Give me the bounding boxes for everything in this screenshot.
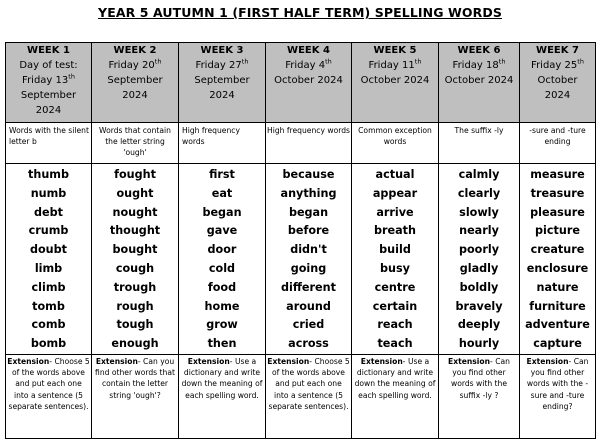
spelling-word: before [287,224,330,238]
week-2-word-list [92,164,179,355]
week-4-header-cell [266,43,352,123]
extension-text: - Choose 5 of the words above and put each one into a sentence (5 separate sentences). [268,356,350,411]
week-3-date-line [179,58,265,73]
spelling-word: picture [535,224,580,238]
word-list [352,164,438,354]
word-list [179,164,265,354]
spelling-word: nature [536,280,579,294]
page-title: YEAR 5 AUTUMN 1 (FIRST HALF TERM) SPELLING WORDS [98,5,502,20]
spelling-word: creature [530,243,585,257]
date-text: Day of test: [19,60,78,71]
date-text: October 2024 [360,75,430,86]
extension-text: - Use a dictionary and write down the meaning of each spelling word. [354,356,436,400]
date-text: Friday 25 [531,60,578,71]
week-3-extension [179,354,266,438]
spelling-word: enclosure [526,261,589,275]
week-1-date-line [6,103,91,118]
spelling-word: thought [109,224,161,238]
spelling-word: numb [30,186,67,200]
spelling-word: home [204,299,240,313]
date-suffix: th [325,57,332,66]
week-5-word-list [352,164,439,355]
extension-text: - Choose 5 of the words above and put each one into a sentence (5 separate sentences). [8,356,90,411]
spelling-word: teach [377,337,413,351]
extension-label: Extension [448,356,491,366]
date-text: 2024 [35,105,62,116]
spelling-word: eat [211,186,233,200]
week-3-label: WEEK 3 [200,45,244,56]
extension-label: Extension [187,356,230,366]
week-1-extension [6,354,92,438]
week-3-word-list [179,164,266,355]
week-7-date-line [520,88,595,103]
spelling-word: pleasure [530,205,585,219]
spelling-word: breath [374,224,416,238]
spelling-word: cough [115,261,155,275]
spelling-word: began [202,205,242,219]
word-list [6,164,91,354]
date-text: Friday 11 [368,60,415,71]
week-4-date-line [266,58,351,73]
word-list [520,164,595,354]
spelling-word: adventure [525,318,590,332]
date-text: October [537,75,578,86]
spelling-word: first [209,168,235,181]
extension-text: - Can you find other words with the -sure and -ture ending? [526,356,589,411]
spelling-word: reach [377,318,413,332]
spelling-word: across [288,337,329,351]
week-5-date-line [352,58,438,73]
week-4-category: High frequency words [266,123,352,164]
week-1-word-list [6,164,92,355]
spelling-word: because [282,168,335,181]
spelling-word: debt [34,205,63,219]
spelling-word: climb [31,280,66,294]
extension-label: Extension [95,356,138,366]
week-6-label: WEEK 6 [457,45,501,56]
word-list [92,164,178,354]
spelling-word: clearly [457,186,501,200]
week-7-date-line [520,73,595,88]
week-3-date-line [179,88,265,103]
week-6-word-list [439,164,520,355]
week-4-extension [266,354,352,438]
week-2-date-line [92,88,178,103]
spelling-word: thumb [28,168,69,181]
week-5-label: WEEK 5 [373,45,417,56]
week-7-header-cell [520,43,596,123]
date-text: Friday 4 [285,60,326,71]
date-text: 2024 [122,90,148,101]
words-row [6,164,596,355]
spelling-word: deeply [457,318,501,332]
spelling-table [5,42,596,439]
week-4-date-line [266,73,351,88]
week-1-date-line [6,58,91,73]
week-5-header-cell [352,43,439,123]
spelling-word: doubt [29,243,67,257]
spelling-word: tomb [32,299,65,313]
spelling-word: enough [111,337,159,351]
spelling-word: bravely [455,299,503,313]
week-1-header-cell [6,43,92,123]
spelling-word: food [207,280,237,294]
extension-row [6,354,596,438]
category-row [6,123,596,164]
date-text: 2024 [209,90,235,101]
spelling-word: calmly [458,168,500,181]
week-5-category: Common exception words [352,123,439,164]
spelling-word: didn't [290,243,327,257]
week-1-label: WEEK 1 [27,45,70,56]
date-suffix: th [154,57,162,66]
week-4-word-list [266,164,352,355]
spelling-word: furniture [529,299,586,313]
week-2-label: WEEK 2 [113,45,157,56]
spelling-word: actual [375,168,415,181]
date-suffix: th [414,57,422,66]
date-text: October 2024 [274,75,343,86]
spelling-word: crumb [28,224,69,238]
extension-text: - Can you find other words that contain the letter string 'ough'? [95,356,175,400]
spelling-word: grow [206,318,238,332]
date-text: September [107,75,163,86]
date-suffix: th [241,57,249,66]
spelling-word: anything [280,186,337,200]
date-suffix: th [577,57,584,66]
week-3-category: High frequency words [179,123,266,164]
spelling-word: cold [208,261,236,275]
spelling-word: centre [374,280,416,294]
extension-label: Extension [267,356,310,366]
week-7-category: -sure and -ture ending [520,123,596,164]
spelling-word: going [290,261,327,275]
spelling-word: build [379,243,411,257]
spelling-word: gladly [459,261,499,275]
week-2-extension [92,354,179,438]
week-7-extension [520,354,596,438]
week-3-date-line [179,73,265,88]
week-2-date-line [92,58,178,73]
date-text: October 2024 [444,75,514,86]
extension-label: Extension [7,356,50,366]
spelling-word: appear [372,186,418,200]
week-2-header-cell [92,43,179,123]
week-4-label: WEEK 4 [287,45,330,56]
week-1-date-line [6,73,91,88]
spelling-word: door [207,243,237,257]
spelling-word: capture [533,337,582,351]
date-text: September [20,90,77,101]
week-7-word-list [520,164,596,355]
week-2-category: Words that contain the letter string 'ough' [92,123,179,164]
week-2-date-line [92,73,178,88]
week-6-date-line [439,58,519,73]
spelling-word: nearly [459,224,499,238]
word-list [266,164,351,354]
spelling-word: arrive [376,205,414,219]
spelling-word: hourly [458,337,500,351]
spelling-word: bomb [30,337,67,351]
spelling-word: limb [34,261,63,275]
spelling-word: bought [112,243,158,257]
spelling-word: different [281,280,336,294]
spelling-word: began [288,205,329,219]
week-header-row [6,43,596,123]
date-suffix: th [498,57,506,66]
spelling-word: then [207,337,237,351]
date-text: 2024 [544,90,571,101]
spelling-word: ought [116,186,154,200]
week-6-extension [439,354,520,438]
spelling-word: poorly [458,243,500,257]
extension-label: Extension [526,356,569,366]
week-6-date-line [439,73,519,88]
extension-text: - Use a dictionary and write down the meaning of each spelling word. [181,356,263,400]
week-5-date-line [352,73,438,88]
spelling-word: fought [114,168,156,181]
spelling-word: certain [372,299,418,313]
date-text: Friday 27 [195,60,242,71]
week-7-date-line [520,58,595,73]
spelling-word: around [286,299,331,313]
week-5-extension [352,354,439,438]
spelling-word: measure [530,168,585,181]
spelling-word: rough [116,299,154,313]
spelling-word: tough [116,318,154,332]
spelling-word: cried [292,318,325,332]
date-suffix: th [68,72,75,81]
spelling-word: busy [380,261,410,275]
date-text: September [194,75,250,86]
spelling-word: gave [206,224,238,238]
spelling-word: treasure [530,186,585,200]
spelling-word: slowly [459,205,499,219]
spelling-word: comb [31,318,66,332]
extension-label: Extension [360,356,403,366]
week-6-header-cell [439,43,520,123]
date-text: Friday 18 [452,60,499,71]
date-text: Friday 13 [22,75,69,86]
spelling-word: boldly [459,280,499,294]
spelling-word: nought [112,205,158,219]
week-1-date-line [6,88,91,103]
week-7-label: WEEK 7 [536,45,579,56]
week-6-category: The suffix -ly [439,123,520,164]
date-text: Friday 20 [108,60,155,71]
week-3-header-cell [179,43,266,123]
spelling-word: trough [113,280,157,294]
word-list [439,164,519,354]
extension-text: - Can you find other words with the suffix -ly ? [450,356,510,400]
week-1-category: Words with the silent letter b [6,123,92,164]
